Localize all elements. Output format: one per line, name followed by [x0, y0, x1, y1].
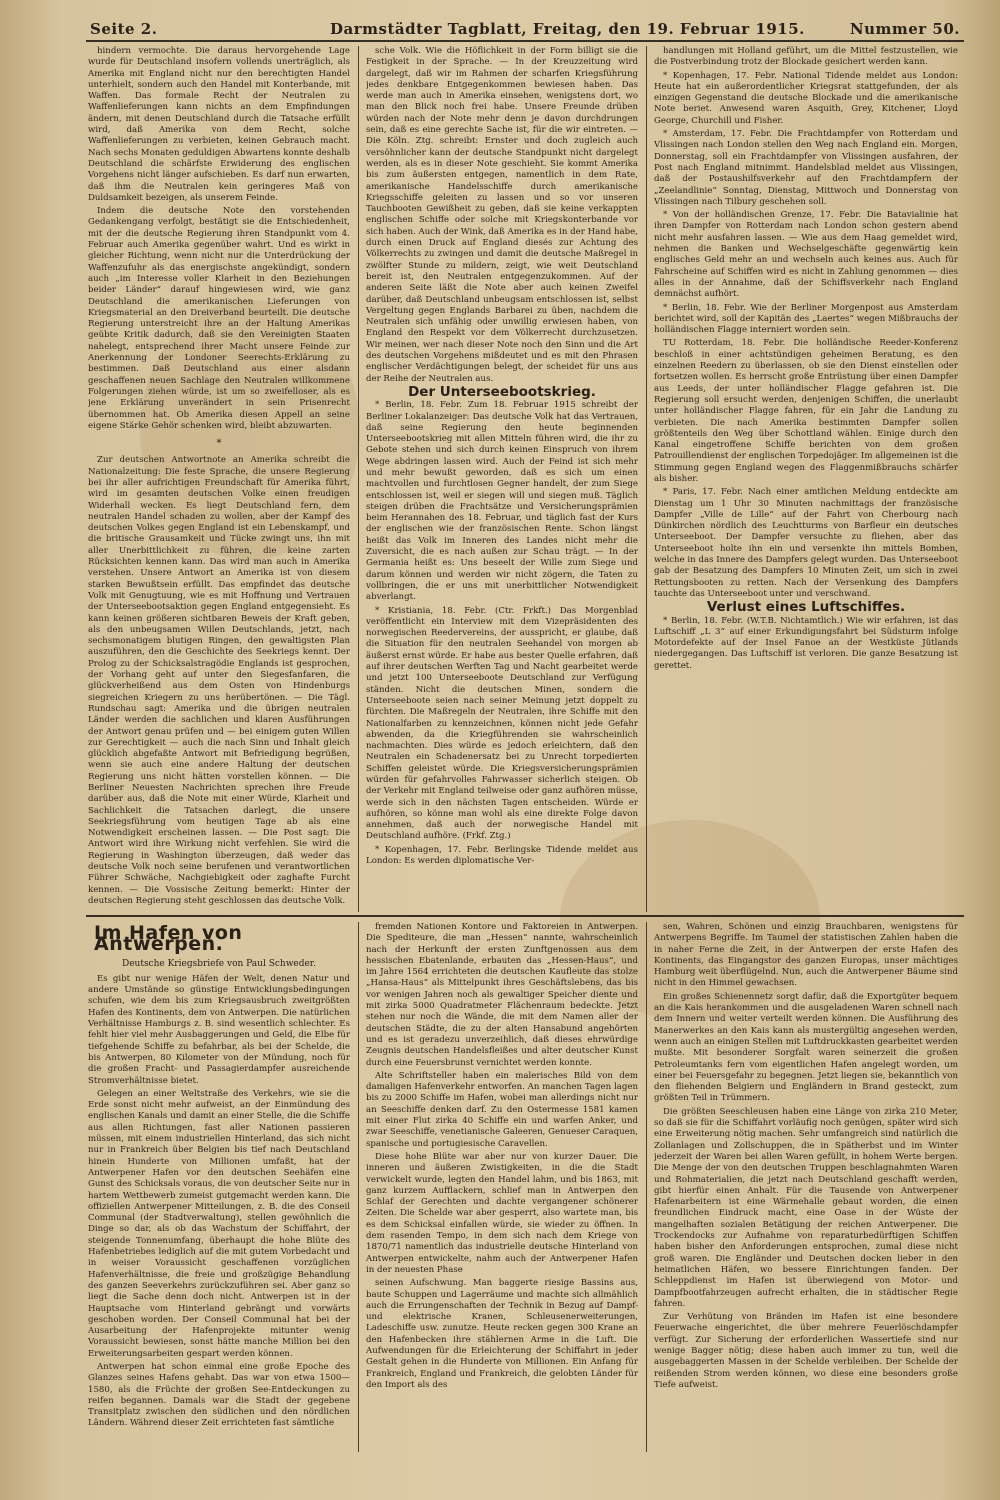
section-rule: [86, 915, 964, 917]
top-column-1: [88, 46, 350, 912]
feature-title: Im Hafen von Antwerpen.: [94, 922, 243, 956]
article-paragraph: Zur Verhütung von Bränden im Hafen ist eine besondere Feuerwache eingerichtet, die über mehrere Feuerlöschdampfer verfügt. Zur Sicherung der erforderlichen Wassertiefe sind nur wenige Bagger nötig; diese haben auch immer zu tun, weil die ausgebaggerten Massen in der Schelde verbleiben. Der Schelde der reißenden Strom werden können, wo diese eine besonders große Tiefe aufweist.: [654, 1312, 958, 1390]
column-divider: [646, 922, 647, 1452]
article-paragraph: * Berlin, 18. Febr. (W.T.B. Nichtamtlich.) Wie wir erfahren, ist das Luftschiff „L 3“ auf einer Erkundigungsfahrt bei Südsturm infolge Motordefekte auf der Insel Fanoe an der Westküste Jütlands niedergegangen. Das Luftschiff ist verloren. Die ganze Besatzung ist gerettet.: [654, 615, 958, 671]
column-divider: [358, 46, 359, 912]
article-paragraph: Antwerpen hat schon einmal eine große Epoche des Glanzes seines Hafens gehabt. Das war von etwa 1500—1580, als die Früchte der großen See-Entdeckungen zu reifen begannen. Damals war die Stadt der gegebene Transitplatz zwischen den südlichen und den nördlichen Ländern. Während dieser Zeit errichteten fast sämtliche: [88, 1361, 350, 1429]
page-header: [90, 12, 960, 42]
article-paragraph: hindern vermochte. Die daraus hervorgehende Lage wurde für Deutschland insofern vollends unerträglich, als Amerika mit England nicht nur den berechtigten Handel unterhielt, sondern auch den Handel mit Konterbande, mit Waffen. Das formale Recht der Neutralen zu Waffenlieferungen kann nichts an dem Empfindungen ändern, mit denen Deutschland durch die Tatsache erfüllt wird, daß Amerika von dem Recht, solche Waffenlieferungen zu verbieten, keinen Gebrauch macht. Nach sechs Monaten geduldigen Abwartens konnte deshalb Deutschland die schärfste Erwiderung des englischen Vorgehens nicht länger aufschieben. Es darf nun erwarten, daß ihm die Neutralen kein geringeres Maß von Duldsamkeit bezeigen, als unserem Feinde.: [88, 46, 350, 203]
article-paragraph: Zur deutschen Antwortnote an Amerika schreibt die Nationalzeitung: Die feste Sprache, die unsere Regierung bei ihr aller aufrichtigen Freundschaft für Amerika führt, wird im gesamten deutschen Volke einen freudigen Widerhall wecken. Es liegt Deutschland fern, dem neutralen Handel schaden zu wollen, aber der Kampf des deutschen Volkes gegen England ist ein Lebenskampf, und die britische Grausamkeit und Tücke zwingt uns, ihn mit aller Unerbittlichkeit zu führen, die keine zarten Rücksichten kennen kann. Das wird man auch in Amerika verstehen. Unsere Antwort an Amerika ist von diesem starken Bewußtsein erfüllt. Das empfindet das deutsche Volk mit Genugtuung, wie es mit Hoffnung und Vertrauen der Unterseebootsaktion gegen England entgegensieht. Es kann keinen größeren sichtbaren Beweis der Kraft geben, als den unbeugsamen Willen Deutschlands, jetzt, nach sechsmonatigem blutigen Ringen, den gewaltigsten Plan auszuführen, den die Geschichte des Seekriegs kennt. Der Prolog zu der Schicksalstragödie Englands ist gesprochen, der Vorhang geht auf unter den Siegesfanfaren, die glückverheißend aus dem Osten von Hindenburgs siegreichen Kriegern zu uns herübertönen. — Die Tägl. Rundschau sagt: Amerika und die übrigen neutralen Länder werden die sachlichen und klaren Ausführungen der Antwort genau prüfen und — bei einigem guten Willen zur Gerechtigkeit — auch die nach Sinn und Inhalt gleich glücklich abgefaßte Antwort mit Befriedigung begrüßen, wenn sie auch eine andere Haltung der deutschen Regierung uns nicht hätten vorstellen können. — Die Berliner Neuesten Nachrichten sprechen ihre Freude darüber aus, daß die Note mit einer Würde, Klarheit und Sachlichkeit die Tatsachen darlegt, die unsere Seekriegsführung vom heutigen Tage ab als eine Notwendigkeit erscheinen lassen. — Die Post sagt: Die Antwort wird ihre Wirkung nicht verfehlen. Sie wird die Regierung in Washington überzeugen, daß weder das deutsche Volk noch seine berufenen und verantwortlichen Führer Schwäche, Nachgiebigkeit oder zaghafte Furcht kennen. — Die Vossische Zeitung bemerkt: Hinter der deutschen Regierung steht geschlossen das deutsche Volk.: [88, 455, 350, 906]
issue-number: Nummer 50.: [849, 20, 960, 38]
section-separator: *: [216, 438, 222, 450]
section-heading: Der Unterseebootskrieg.: [408, 383, 596, 400]
feature-byline: Deutsche Kriegsbriefe von Paul Schweder.: [121, 958, 316, 969]
column-divider: [358, 922, 359, 1452]
article-paragraph: sen, Wahren, Schönen und einzig Brauchbaren, wenigstens für Antwerpens Begriffe. Im Taumel der statistischen Zahlen haben die in naher Ferne die Zeit, in der Antwerpen der erste Hafen des Kontinents, das Eingangstor des ganzen Europas, unser mächtiges Hamburg weit überflügelnd. Nun, auch die Antwerpener Bäume sind nicht in den Himmel gewachsen.: [654, 922, 958, 989]
column-divider: [646, 46, 647, 912]
article-paragraph: * Kopenhagen, 17. Febr. Berlingske Tidende meldet aus London: Es werden diplomatische Ver-: [366, 844, 638, 867]
article-paragraph: Ein großes Schienennetz sorgt dafür, daß die Exportgüter bequem an die Kais herankommen und die ausgeladenen Waren schnell nach dem Innern und weiter verteilt werden können. Die Ausführung des Manerwerkes an den Kais kann als mustergültig angesehen werden, wenn auch an einigen Stellen mit Luftdruckkasten gearbeitet werden mußte. Mit besonderer Sorgfalt waren seinerzeit die großen Petroleumtanks fern vom eigentlichen Hafen angelegt worden, um einer bei Feuersgefahr zu begegnen. Jetzt liegen sie, bekanntlich von den fliehenden Belgiern und Engländern in Brand gesteckt, zum größten Teil in Trümmern.: [654, 991, 958, 1104]
section-heading: Verlust eines Luftschiffes.: [706, 599, 906, 616]
article-paragraph: Indem die deutsche Note den vorstehenden Gedankengang verfolgt, bestätigt sie die Entschiedenheit, mit der die deutsche Regierung ihren Standpunkt vom 4. Februar auch Amerika gegenüber wahrt. Und es wirkt in gleicher Richtung, wenn nicht nur die Unterdrückung der Waffenzufuhr als das energischste angekündigt, sondern auch „im Interesse voller Klarheit in den Beziehungen beider Länder“ darauf hingewiesen wird, wie ganz Deutschland die amerikanischen Lieferungen von Kriegsmaterial an den Dreiverband beurteilt. Die deutsche Regierung unterstreicht ihre an der Haltung Amerikas geübte Kritik dadurch, daß sie den Vereinigten Staaten nahelegt, entsprechend ihrer Macht unsere Feinde zur Anerkennung der Londoner Seerechts-Erklärung zu bestimmen. Daß Deutschland aus einer alsdann geschaffenen neuen Sachlage den Neutralen willkommene Folgerungen ziehen würde, ist um so zweifelloser, als es jene Erklärung unverändert in sein Prisenrecht übernommen hat. Ob Amerika diesen Appell an seine eigene Stärke Gehör schenken wird, bleibt abzuwarten.: [88, 206, 350, 431]
article-paragraph: seinen Aufschwung. Man baggerte riesige Bassins aus, baute Schuppen und Lagerräume und machte sich allmählich auch die Errungenschaften der Technik in Bezug auf Dampf- und elektrische Kranen, Schleusenerweiterungen, Ladeschiffe usw. zunutze. Heute recken gegen 300 Krane an den Hafenbecken ihre stählernen Arme in die Luft. Die Aufwendungen für die Erleichterung der Schiffahrt in jeder Gestalt gehen in die Hunderte von Millionen. Ein Anfang für Frankreich, England und Frankreich, die gelobten Länder für den Import als des: [366, 1278, 638, 1390]
article-paragraph: * Von der holländischen Grenze, 17. Febr. Die Batavialinie hat ihren Dampfer von Rotterdam nach London schon gestern abend nicht mehr ausfahren lassen. — Wie aus dem Haag gemeldet wird, nehmen die Banken und Wechselgeschäfte gegenwärtig kein englisches Geld mehr an und wechseln auch keines aus. Auch für Fahrscheine auf Schiffen wird es nicht in Zahlung genommen — dies alles in der Annahme, daß der Schiffsverkehr nach England demnächst aufhört.: [654, 210, 958, 300]
article-paragraph: Die größten Seeschleusen haben eine Länge von zirka 210 Meter, so daß sie für die Schiffahrt vorläufig noch genügen, später wird sich eine Erweiterung nötig machen. Sehr umfangreich sind natürlich die Zollanlagen und Zollschuppen, die in Spätherbst und im Winter jederzeit der Waren bei allen Waren gefüllt, in hohem Werte bergen. Die Menge der von den deutschen Truppen beschlagnahmten Waren und Rohmaterialien, die jetzt nach Deutschland geschafft werden, gibt hierfür einen Anhalt. Für die Tausende von Antwerpener Hafenarbeitern ist eine Wärmehalle gebaut worden, die einen freundlichen Eindruck macht, eine Oase in der Wüste der mangelhaften sozialen Betätigung der reichen Antwerpener. Die Trockendocks zur Aufnahme von reparaturbedürftigen Schiffen haben bisher den Anforderungen entsprochen, zumal diese nicht groß waren. Die Engländer und Deutschen docken lieber in den heimatlichen Häfen, wo bessere Einrichtungen fanden. Der Schleppdienst im Hafen ist überwiegend von Motor- und Dampfbootfahrzeugen aufrecht erhalten, die in städtischer Regie fahren.: [654, 1106, 958, 1309]
article-paragraph: * Berlin, 18. Febr. Zum 18. Februar 1915 schreibt der Berliner Lokalanzeiger: Das deutsche Volk hat das Vertrauen, daß seine Regierung den heute beginnenden Unterseebootskrieg mit allen Mitteln führen wird, die ihr zu Gebote stehen und sich durch keinen Einspruch von ihrem Wege abdringen lassen wird. Auch der Feind ist sich mehr und mehr bewußt geworden, daß es sich um einen machtvollen und furchtlosen Gegner handelt, der zum Siege entschlossen ist, weil er siegen will und siegen muß. Täglich steigen drüben die Frachtsätze und Versicherungsprämien beim Herannahen des 18. Februar, und täglich fast der Kurs der englischen wie der französischen Rente. Schon längst heißt das Volk im Inneren des Landes nicht mehr die Zuversicht, die es nach außen zur Schau trägt. — In der Germania heißt es: Uns beseelt der Wille zum Siege und darum können und werden wir nicht zögern, die Taten zu vollbringen, die er uns mit unerbittlicher Notwendigkeit abverlangt.: [366, 400, 638, 603]
page-number: Seite 2.: [90, 20, 158, 38]
bottom-column-1: [88, 922, 350, 1452]
article-paragraph: * Kristiania, 18. Febr. (Ctr. Frkft.) Das Morgenblad veröffentlicht ein Interview mit dem Vizepräsidenten des norwegischen Reedervereins, der ausspricht, er glaube, daß die Situation für den neutralen Seehandel von morgen ab äußerst ernst würde. Er habe aus bester Quelle erfahren, daß auf ihrer deutschen Werften Tag und Nacht gearbeitet werde und jetzt 100 Unterseeboote Deutschland zur Verfügung ständen. Nicht die deutschen Minen, sondern die Unterseeboote seien nach seiner Meinung jetzt doppelt zu fürchten. Die Maßregeln der Neutralen, ihre Schiffe mit den Nationalfarben zu kennzeichnen, können nicht jede Gefahr abwenden, da die Kriegführenden sie wahrscheinlich nachmachten. Dies würde es jedoch erleichtern, daß den Neutralen ein Schadenersatz bei zu Unrecht torpedierten Schiffen geleistet würde. Die Kriegsversicherungsprämien würden für gefahrvolles Fahrwasser sicherlich steigen. Ob der Verkehr mit England teilweise oder ganz aufhören müsse, werde sich in den nächsten Tagen entscheiden. Würde er aufhören, so könne man wohl als eine direkte Folge davon annehmen, daß auch der norwegische Handel mit Deutschland aufhöre. (Frkf. Ztg.): [366, 605, 638, 842]
article-paragraph: * Amsterdam, 17. Febr. Die Frachtdampfer von Rotterdam und Vlissingen nach London stellen den Weg nach England ein. Morgen, Donnerstag, soll ein Frachtdampfer von Vlissingen ausfahren, der Post nach England mitnimmt. Handelsblad meldet aus Vlissingen, daß der Postaushilfsverkehr auf den Frachtdampfern der „Zeelandlinie“ Sonntag, Dienstag, Mittwoch und Donnerstag von Vlissingen nach Tilbury geschehen soll.: [654, 129, 958, 207]
article-paragraph: Gelegen an einer Weltstraße des Verkehrs, wie sie die Erde sonst nicht mehr aufweist, an der Einmündung des englischen Kanals und damit an einer Stelle, die die Schiffe aus allen Richtungen, fast aller Nationen passieren müssen, mit einem industriellen Hinterland, das sich nicht nur in Frankreich über Belgien bis tief nach Deutschland hinein Hunderte von Millionen umfaßt, hat der Antwerpener Hafen vor den deutschen Seehäfen eine Gunst des Schicksals voraus, die von deutscher Seite nur in hartem Wettbewerb zumeist gutgemacht werden kann. Die offiziellen Antwerpener Mitteilungen, z. B. die des Conseil Communal (der Stadtverwaltung), stellen gewöhnlich die Dinge so dar, als ob das Wachstum der Schiffahrt, der steigende Tonnenumfang, überhaupt die hohe Blüte des Hafenbetriebes lediglich auf die mit gutem Vorbedacht und in weiser Voraussicht geschaffenen vorzüglichen Hafenverhältnisse, die freie und großzügige Behandlung des ganzen Seeverkehrs zurückzuführen sei. Aber ganz so liegt die Sache denn doch nicht. Antwerpen ist in der Hauptsache vom Hinterland gebrängt und vorwärts geschoben worden. Der Conseil Communal hat bei der Ausarbeitung der Hafenprojekte mitunter wenig Voraussicht bewiesen, sonst hätte manche Million bei den Erweiterungsarbeiten gespart werden können.: [88, 1088, 350, 1359]
top-column-2: [366, 46, 638, 912]
article-paragraph: * Paris, 17. Febr. Nach einer amtlichen Meldung entdeckte am Dienstag um 1 Uhr 30 Minuten nachmittags der französische Dampfer „Ville de Lille“ auf der Fahrt von Cherbourg nach Dünkirchen nördlich des Leuchtturms von Barfleur ein deutsches Unterseeboot. Der Dampfer versuchte zu fliehen, aber das Unterseeboot holte ihn ein und versenkte ihn mittels Bomben, welche in das Innere des Dampfers gelegt wurden. Das Unterseeboot gab der Besatzung des Dampfers 10 Minuten Zeit, um sich in zwei Rettungsbooten zu retten. Nach der Versenkung des Dampfers tauchte das Unterseeboot unter und verschwand.: [654, 487, 958, 599]
article-paragraph: handlungen mit Holland geführt, um die Mittel festzustellen, wie die Postverbindung trotz der Blockade gesichert werden kann.: [654, 46, 958, 68]
article-paragraph: TU Rotterdam, 18. Febr. Die holländische Reeder-Konferenz beschloß in einer achtstündigen geheimen Beratung, es den einzelnen Reedern zu überlassen, ob sie den Dienst einstellen oder fortsetzen wollen. Es herrscht große Entrüstung über einen Dampfer aus Leeds, der unter holländischer Flagge gefahren ist. Die Regierung soll ersucht werden, denjenigen Schiffen, die unerlaubt unter holländischer Flagge fahren, für ein Jahr die Landung zu verbieten. Die nach Amerika bestimmten Dampfer sollen größtenteils den Weg über Schottland wählen. Einige durch den Kanal eingetroffene Schiffe berichten von dem großen Patrouillendienst der englischen Torpedojäger. Im allgemeinen ist die Stimmung gegen England wegen des Flaggenmißbrauchs schärfer als bisher.: [654, 338, 958, 484]
article-paragraph: * Berlin, 18. Febr. Wie der Berliner Morgenpost aus Amsterdam berichtet wird, soll der Kapitän des „Laertes“ wegen Mißbrauchs der holländischen Flagge interniert worden sein.: [654, 302, 958, 336]
article-paragraph: * Kopenhagen, 17. Febr. National Tidende meldet aus London: Heute hat ein außerordentlicher Kriegsrat stattgefunden, der als einzigen Gegenstand die deutsche Blockade und die amerikanische Note beriet. Anwesend waren Asquith, Grey, Kitchener, Lloyd George, Churchill und Fisher.: [654, 70, 958, 126]
newspaper-dateline: Darmstädter Tagblatt, Freitag, den 19. Februar 1915.: [330, 20, 805, 38]
article-paragraph: Alte Schriftsteller haben ein malerisches Bild von dem damaligen Hafenverkehr entworfen. An manchen Tagen lagen bis zu 2000 Schiffe im Hafen, wobei man allerdings nicht nur an Seeschiffe denken darf. Zu den Ostermesse 1581 kamen mit einer Flut zirka 40 Schiffe ein und warfen Anker, und zwar Seeschiffe, venetianische Galeeren, Genueser Caraquen, spanische und portugiesische Caravellen.: [366, 1070, 638, 1149]
article-paragraph: Diese hohe Blüte war aber nur von kurzer Dauer. Die inneren und äußeren Zwistigkeiten, in die die Stadt verwickelt wurde, legten den Handel lahm, und bis 1863, mit ganz kurzem Aufflackern, schlief man in Antwerpen den Schlaf der Gerechten und dachte vergangener schönerer Zeiten. Die Schelde war aber gesperrt, also wartete man, bis es dem Schicksal einfallen würde, sie wieder zu öffnen. In dem rasenden Tempo, in dem sich nach dem Kriege von 1870/71 namentlich das industrielle deutsche Hinterland von Antwerpen entwickelte, nahm auch der Antwerpener Hafen in der neuesten Phase: [366, 1151, 638, 1275]
header-rule: [86, 40, 964, 42]
article-paragraph: fremden Nationen Kontore und Faktoreien in Antwerpen. Die Spediteure, die man „Hessen“ nannte, wahrscheinlich nach der Herkunft der ersten Zunftgenossen aus dem hessischen Ebatenlande, erbauten das „Hessen-Haus“, und im Jahre 1564 errichteten die deutschen Kaufleute das stolze „Hansa-Haus“ als Mittelpunkt ihres Geschäftslebens, das bis vor wenigen Jahren noch als gewaltiger Speicher diente und mit zirka 5000 Quadratmeter Flächenraum bedeckte. Jetzt stehen nur noch die Wände, die mit dem Namen aller der deutschen Städte, die zu der alten Hansabund angehörten und es ist geradezu unverzeihlich, daß dieses ehrwürdige Zeugnis deutschen Handelsfleißes und alter deutscher Kunst durch eine Feuersbrunst vernichtet werden konnte.: [366, 922, 638, 1068]
bottom-column-3: [654, 922, 958, 1452]
article-paragraph: sche Volk. Wie die Höflichkeit in der Form billigt sie die Festigkeit in der Sprache. — In der Kreuzzeitung wird dargelegt, daß wir im Rahmen der scharfen Kriegsführung jedes denkbare Entgegenkommen bewiesen haben. Das werde man auch in Amerika einsehen, wenigstens dort, wo man den Blick noch frei habe. Unsere Freunde drüben würden nach der Note mehr denn je davon durchdrungen sein, daß es eine gerechte Sache ist, für die wir eintreten. — Die Köln. Ztg. schreibt: Ernster und doch zugleich auch versöhnlicher kann der deutsche Standpunkt nicht dargelegt werden, als es in dieser Note geschieht. Sie kommt Amerika bis zum äußersten entgegen, namentlich in dem Rate, amerikanische Handelsschiffe durch amerikanische Kriegsschiffe geleiten zu lassen und so vor unseren Tauchbooten Gewißheit zu geben, daß sie keine verkappten englischen Schiffe oder solche mit Kriegskonterbande vor sich haben. Auch der Wink, daß Amerika es in der Hand habe, durch einen Druck auf England diesés zur Achtung des Völkerrechts zu zwingen und damit die deutsche Maßregel in zwölfter Stunde zu mildern, zeigt, wie weit Deutschland bereit ist, den Neutralen entgegenzukommen. Auf der anderen Seite läßt die Note aber auch keinen Zweifel darüber, daß Deutschland unbeugsam entschlossen ist, selbst Vergeltung gegen Englands Barbarei zu üben, nachdem die Neutralen sich unfähig oder unwillig erwiesen haben, von England den Respekt vor dem Völkerrecht durchzusetzen. Wir meinen, wer nach dieser Note noch den Sinn und die Art des deutschen Vorgehens mißdeutet und es mit den Phrasen englischer Verdächtigungen belegt, der scheidet für uns aus der Reihe der Neutralen aus.: [366, 46, 638, 384]
article-paragraph: Es gibt nur wenige Häfen der Welt, denen Natur und andere Umstände so günstige Entwicklungsbedingungen schufen, wie dem bis zum Kriegsausbruch zweitgrößten Hafen des Kontinents, dem von Antwerpen. Die natürlichen Verhältnisse Hamburgs z. B. sind wesentlich schlechter. Es fehlt hier viel mehr Ausbaggerungen und Geld, die Elbe für tiefgehende Schiffe zu befahrbar, als bei der Schelde, die bis Antwerpen, 80 Kilometer von der Mündung, noch für die großen Fracht- und Passagierdampfer ausreichende Stromverhältnisse bietet.: [88, 973, 350, 1086]
bottom-column-2: [366, 922, 638, 1452]
top-column-3: [654, 46, 958, 912]
